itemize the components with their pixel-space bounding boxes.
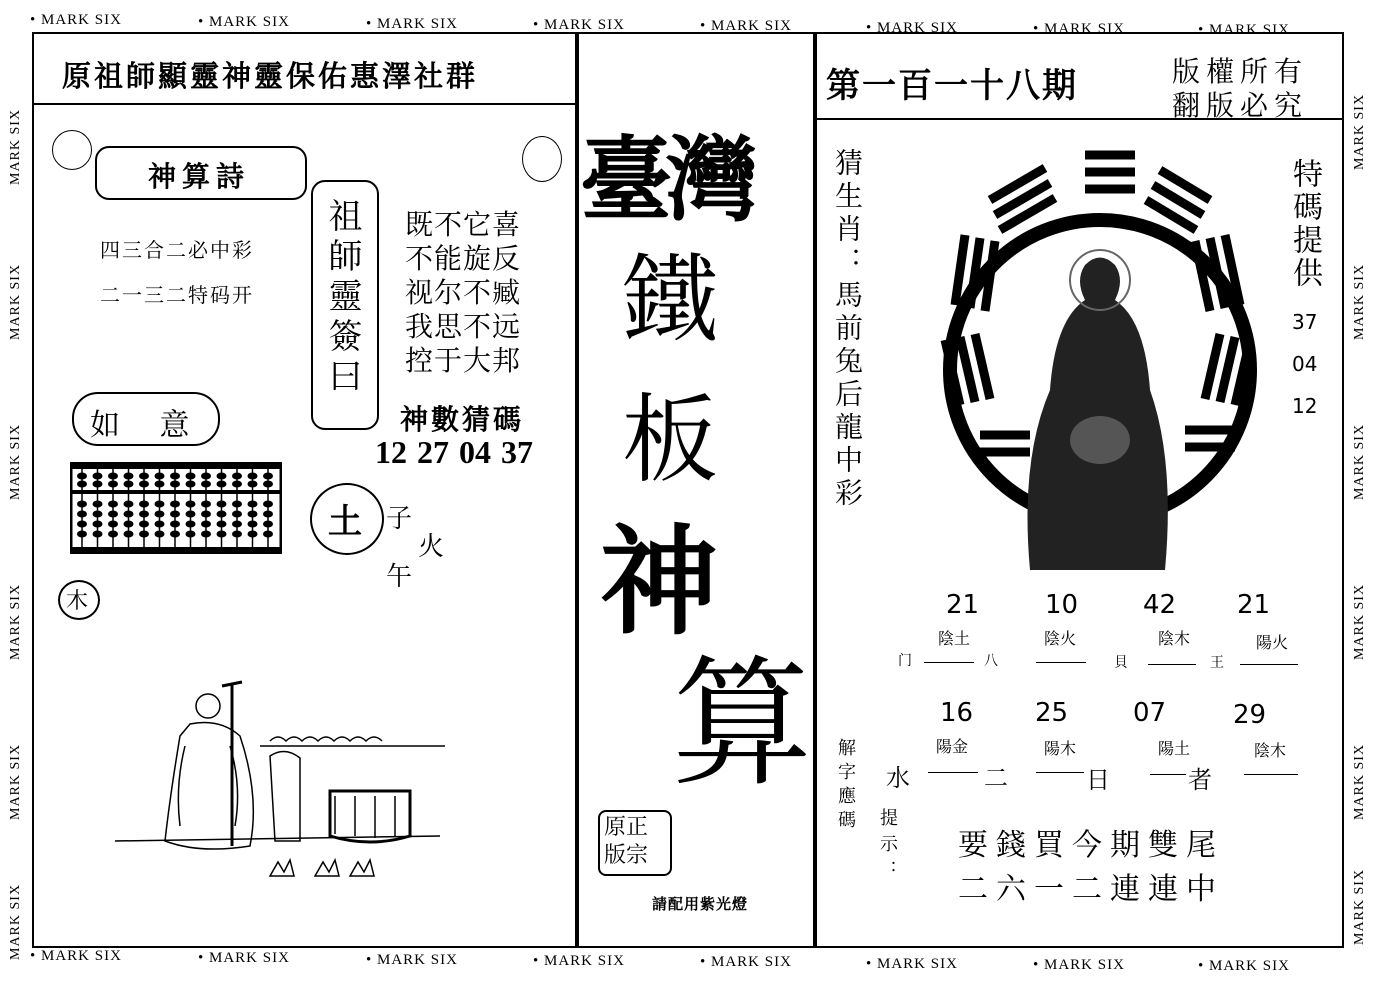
row1-number: 21 bbox=[946, 590, 980, 620]
row1-attr: 陰火 bbox=[1044, 629, 1077, 648]
verse-line-2: 二一三二特码开 bbox=[100, 283, 254, 307]
watermark-text: • MARK SIX bbox=[866, 956, 958, 972]
abacus-bead bbox=[77, 521, 87, 528]
row1-attr: 陰土 bbox=[938, 629, 971, 648]
row1-dash bbox=[1036, 662, 1086, 663]
abacus-bead bbox=[248, 511, 258, 518]
abacus-bead bbox=[77, 501, 87, 508]
abacus-bead bbox=[77, 511, 87, 518]
watermark-text: • MARK SIX bbox=[30, 12, 122, 28]
row2-number: 25 bbox=[1035, 698, 1069, 728]
abacus-bead bbox=[77, 531, 87, 538]
ornament-circle-left bbox=[52, 130, 92, 170]
abacus-bead bbox=[93, 473, 103, 480]
abacus-bead bbox=[155, 521, 165, 528]
abacus-bead bbox=[263, 481, 273, 488]
hint-line-2: 二六一二連連中 bbox=[958, 872, 1224, 907]
watermark-text: MARK SIX bbox=[8, 743, 23, 820]
abacus-bead bbox=[93, 531, 103, 538]
abacus-bead bbox=[186, 521, 196, 528]
abacus-bead bbox=[139, 521, 149, 528]
row2-dash bbox=[1036, 772, 1084, 773]
bagua-deity-image bbox=[935, 140, 1265, 580]
issue-number: 第一百一十八期 bbox=[826, 66, 1078, 106]
abacus-bead bbox=[124, 531, 134, 538]
abacus-bead bbox=[201, 501, 211, 508]
abacus-bead bbox=[139, 481, 149, 488]
ruyi-label: 如 意 bbox=[90, 408, 190, 443]
watermark-text: MARK SIX bbox=[1352, 93, 1367, 170]
row2-attr: 陰木 bbox=[1254, 741, 1287, 760]
abacus-bead bbox=[248, 473, 258, 480]
abacus-bead bbox=[124, 521, 134, 528]
abacus-bead bbox=[155, 501, 165, 508]
abacus-bead bbox=[232, 501, 242, 508]
abacus-bead bbox=[263, 521, 273, 528]
abacus-bead bbox=[170, 511, 180, 518]
watermark-text: • MARK SIX bbox=[198, 950, 290, 966]
special-number-3: 12 bbox=[1292, 394, 1318, 418]
abacus-bead bbox=[232, 521, 242, 528]
watermark-text: • MARK SIX bbox=[366, 16, 458, 32]
abacus-bead bbox=[170, 521, 180, 528]
wu-char: 午 bbox=[386, 562, 413, 592]
left-header: 原祖師顯靈神靈保佑惠澤社群 bbox=[62, 59, 479, 93]
abacus-bead bbox=[186, 481, 196, 488]
title-ban: 板 bbox=[622, 384, 718, 496]
watermark-text: MARK SIX bbox=[1352, 423, 1367, 500]
abacus-bead bbox=[217, 521, 227, 528]
special-number-2: 04 bbox=[1292, 352, 1318, 376]
abacus-bead bbox=[124, 501, 134, 508]
watermark-text: • MARK SIX bbox=[1198, 958, 1290, 974]
abacus-bead bbox=[124, 481, 134, 488]
abacus-bead bbox=[232, 531, 242, 538]
abacus-bead bbox=[263, 501, 273, 508]
row2-char: 者 bbox=[1188, 766, 1212, 794]
row2-attr: 陽木 bbox=[1044, 739, 1077, 758]
zi-char: 子 bbox=[386, 504, 413, 534]
watermark-text: MARK SIX bbox=[8, 263, 23, 340]
row1-dash bbox=[1240, 664, 1298, 665]
abacus-bead bbox=[77, 473, 87, 480]
abacus-bead bbox=[201, 521, 211, 528]
verse-line-1: 四三合二必中彩 bbox=[100, 238, 254, 262]
stamp-text bbox=[604, 814, 664, 870]
abacus-bead bbox=[248, 501, 258, 508]
abacus-bead bbox=[108, 511, 118, 518]
abacus-bead bbox=[186, 531, 196, 538]
row2-dash bbox=[1150, 774, 1186, 775]
abacus-bead bbox=[108, 531, 118, 538]
abacus-bead bbox=[170, 501, 180, 508]
watermark-text: • MARK SIX bbox=[700, 18, 792, 34]
abacus-bead bbox=[170, 531, 180, 538]
watermark-text: • MARK SIX bbox=[1033, 21, 1125, 37]
guess-numbers: 12 27 04 37 bbox=[375, 434, 533, 470]
special-label: 特碼提供 bbox=[1287, 158, 1322, 290]
decode-label: 解字應碼 bbox=[835, 738, 856, 834]
abacus-bead bbox=[139, 511, 149, 518]
abacus-bead bbox=[155, 531, 165, 538]
title-tie: 鐵 bbox=[622, 244, 718, 356]
row2-char: 水 bbox=[886, 764, 910, 792]
abacus-bead bbox=[139, 501, 149, 508]
poem-line: 视尔不臧 bbox=[405, 276, 522, 309]
abacus-bead bbox=[248, 531, 258, 538]
title-suan: 算 bbox=[672, 643, 813, 806]
row2-dash bbox=[928, 772, 978, 773]
row2-number: 16 bbox=[940, 698, 974, 728]
special-number-1: 37 bbox=[1292, 310, 1318, 334]
abacus-bead bbox=[108, 473, 118, 480]
abacus-bead bbox=[186, 473, 196, 480]
title-taiwan: 臺灣 bbox=[580, 126, 753, 234]
abacus-bead bbox=[139, 531, 149, 538]
monk-illustration bbox=[110, 676, 450, 896]
abacus-bead bbox=[217, 481, 227, 488]
watermark-text: MARK SIX bbox=[1352, 583, 1367, 660]
stamp-label: 原正版宗 bbox=[604, 815, 649, 868]
abacus-bead bbox=[93, 511, 103, 518]
row1-char: 王 bbox=[1210, 655, 1224, 671]
element-wood: 木 bbox=[66, 589, 89, 614]
abacus-bead bbox=[155, 473, 165, 480]
abacus-bead bbox=[217, 473, 227, 480]
title-shen: 神 bbox=[600, 512, 719, 651]
copyright-line-2: 翻版必究 bbox=[1172, 89, 1309, 122]
watermark-text: • MARK SIX bbox=[366, 952, 458, 968]
row2-char: 日 bbox=[1086, 766, 1110, 794]
row1-attr: 陽火 bbox=[1256, 633, 1289, 652]
abacus-bead bbox=[93, 481, 103, 488]
hint-line-1: 要錢買今期雙尾 bbox=[958, 828, 1224, 863]
abacus-bead bbox=[263, 531, 273, 538]
guess-label: 神數猜碼 bbox=[400, 403, 525, 436]
abacus-bead bbox=[232, 481, 242, 488]
oracle-label: 祖師靈簽曰 bbox=[322, 198, 362, 398]
abacus-bead bbox=[108, 501, 118, 508]
watermark-text: MARK SIX bbox=[1352, 868, 1367, 945]
watermark-text: MARK SIX bbox=[8, 883, 23, 960]
row2-attr: 陽金 bbox=[936, 737, 969, 756]
left-header-divider bbox=[32, 103, 577, 105]
abacus-bead bbox=[201, 531, 211, 538]
poem-line: 我思不远 bbox=[405, 310, 522, 343]
abacus-bead bbox=[77, 481, 87, 488]
abacus-bead bbox=[248, 521, 258, 528]
abacus-bead bbox=[248, 481, 258, 488]
row2-number: 07 bbox=[1133, 698, 1167, 728]
ornament-circle-right bbox=[522, 136, 562, 182]
abacus-bead bbox=[170, 473, 180, 480]
abacus-bead bbox=[263, 473, 273, 480]
row1-char: 八 bbox=[984, 653, 998, 669]
abacus-icon bbox=[70, 462, 282, 554]
watermark-text: • MARK SIX bbox=[533, 17, 625, 33]
row2-attr: 陽土 bbox=[1158, 739, 1191, 758]
hint-label: 提示： bbox=[877, 808, 898, 886]
watermark-text: MARK SIX bbox=[1352, 263, 1367, 340]
center-footer: 請配用紫光燈 bbox=[652, 895, 749, 913]
row1-number: 42 bbox=[1143, 590, 1177, 620]
abacus-bead bbox=[217, 531, 227, 538]
fire-char: 火 bbox=[418, 532, 445, 562]
watermark-text: MARK SIX bbox=[8, 108, 23, 185]
watermark-text: MARK SIX bbox=[8, 583, 23, 660]
abacus-bead bbox=[201, 473, 211, 480]
row2-dash bbox=[1244, 774, 1298, 775]
watermark-text: • MARK SIX bbox=[866, 20, 958, 36]
row1-dash bbox=[1148, 664, 1196, 665]
watermark-text: • MARK SIX bbox=[533, 953, 625, 969]
abacus-bead bbox=[217, 511, 227, 518]
row1-char: 门 bbox=[898, 653, 912, 669]
watermark-text: • MARK SIX bbox=[198, 14, 290, 30]
abacus-bead bbox=[155, 511, 165, 518]
poem-line: 不能旋反 bbox=[405, 242, 522, 275]
row2-number: 29 bbox=[1233, 700, 1267, 730]
row2-char: 二 bbox=[984, 764, 1008, 792]
abacus-bead bbox=[217, 501, 227, 508]
abacus-bead bbox=[170, 481, 180, 488]
abacus-bead bbox=[124, 511, 134, 518]
abacus-bead bbox=[108, 521, 118, 528]
element-earth: 土 bbox=[328, 502, 362, 542]
abacus-bead bbox=[155, 481, 165, 488]
watermark-text: MARK SIX bbox=[8, 423, 23, 500]
watermark-text: • MARK SIX bbox=[1033, 957, 1125, 973]
abacus-bead bbox=[263, 511, 273, 518]
watermark-text: • MARK SIX bbox=[700, 954, 792, 970]
row1-char: 貝 bbox=[1114, 655, 1128, 671]
watermark-text: MARK SIX bbox=[1352, 743, 1367, 820]
row1-number: 21 bbox=[1237, 590, 1271, 620]
watermark-text: • MARK SIX bbox=[30, 948, 122, 964]
poem-body bbox=[405, 208, 521, 378]
zodiac-riddle: 猜生肖：馬前兔后龍中彩 bbox=[831, 148, 864, 511]
abacus-bead bbox=[201, 481, 211, 488]
abacus-bead bbox=[232, 473, 242, 480]
watermark-text: • MARK SIX bbox=[1198, 22, 1290, 38]
poem-line: 控于大邦 bbox=[405, 344, 522, 377]
abacus-bead bbox=[139, 473, 149, 480]
copyright-line-1: 版權所有 bbox=[1172, 55, 1309, 88]
poem-title: 神算詩 bbox=[148, 160, 251, 193]
abacus-bead bbox=[108, 481, 118, 488]
row1-dash bbox=[924, 662, 974, 663]
row1-attr: 陰木 bbox=[1158, 629, 1191, 648]
abacus-bead bbox=[124, 473, 134, 480]
abacus-bead bbox=[93, 501, 103, 508]
poem-line: 既不它喜 bbox=[405, 208, 522, 241]
abacus-bead bbox=[201, 511, 211, 518]
abacus-bead bbox=[93, 521, 103, 528]
abacus-bead bbox=[186, 501, 196, 508]
abacus-bead bbox=[232, 511, 242, 518]
abacus-bead bbox=[186, 511, 196, 518]
row1-number: 10 bbox=[1045, 590, 1079, 620]
